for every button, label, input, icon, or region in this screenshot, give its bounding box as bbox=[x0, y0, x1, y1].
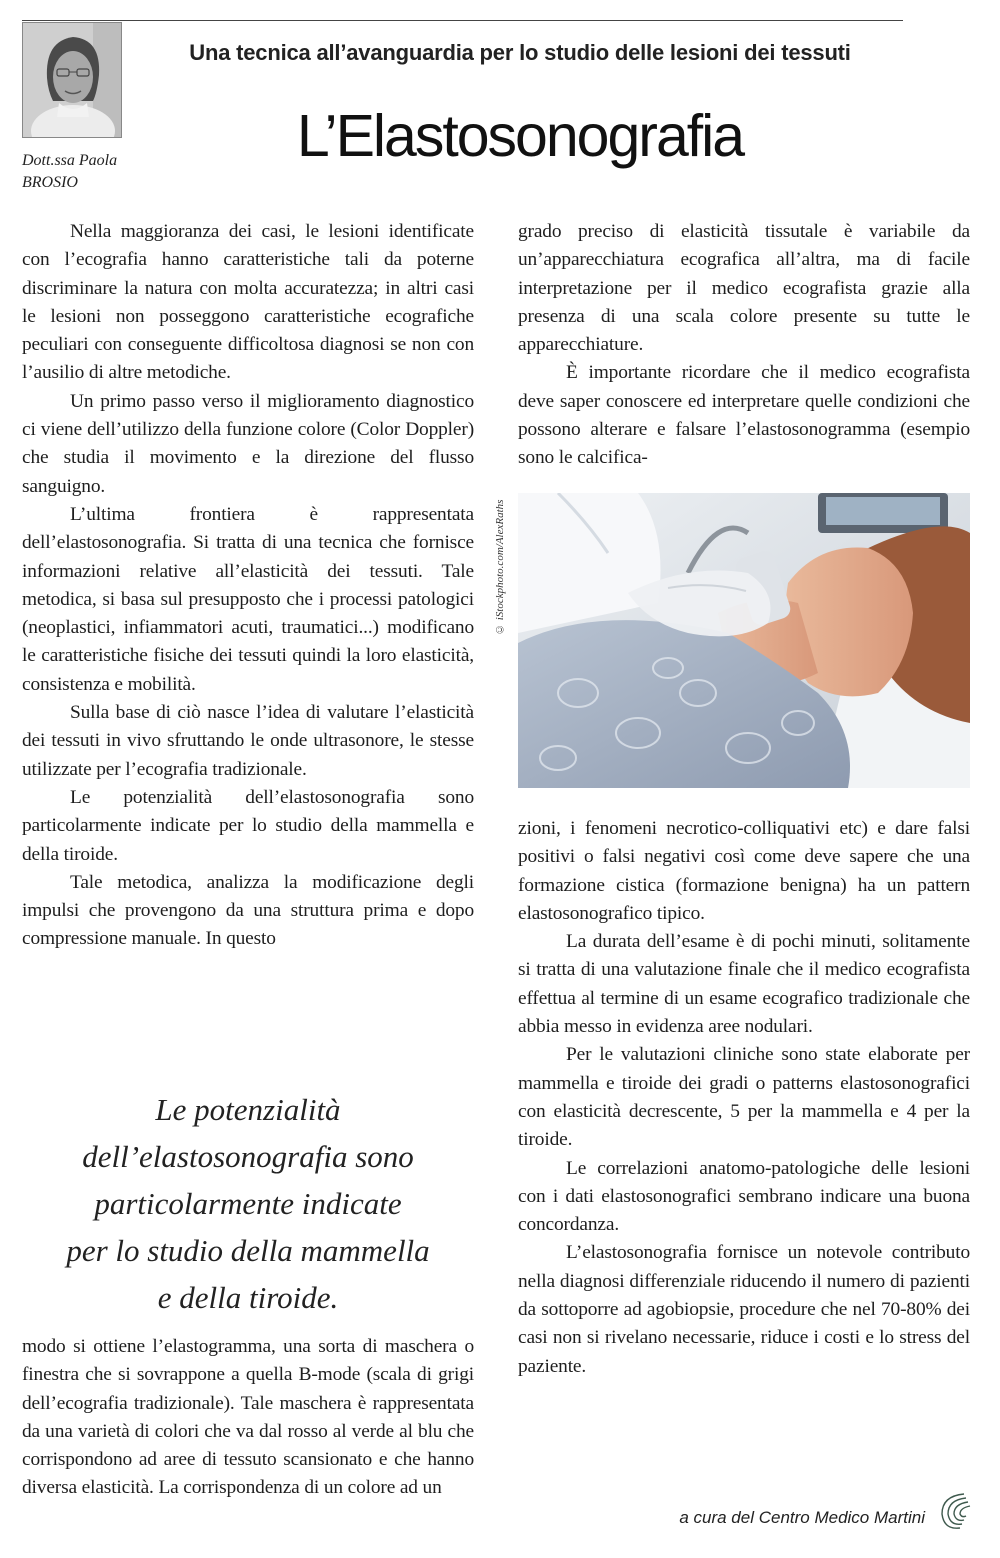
article-title: L’Elastosonografia bbox=[296, 103, 744, 169]
right-column-top bbox=[518, 218, 970, 473]
body-paragraph: Tale metodica, analizza la modificazione degli impulsi che provengono da una struttura prima e dopo compressione manuale. In questo bbox=[22, 871, 474, 950]
pull-quote-line: e della tiroide. bbox=[157, 1280, 339, 1315]
pull-quote-line: per lo studio della mammella bbox=[66, 1233, 430, 1268]
body-paragraph: modo si ottiene l’elastogramma, una sorta di maschera o finestra che si sovrappone a quella B-mode (scala di grigi dell’ecografia tradizionale). Tale maschera è rappresentata da una varietà di colori che va dal rosso al verde al blu che corrispondono ad aree di tessuto scansionato e che hanno diversa elasticità. La corrispondenza di un colore ad un bbox=[22, 1336, 474, 1499]
author-name bbox=[22, 150, 117, 194]
header-rule bbox=[22, 20, 903, 21]
author-line-2: BROSIO bbox=[22, 174, 78, 191]
body-paragraph: L’ultima frontiera è rappresentata dell’elastosonografia. Si tratta di una tecnica che fornisce informazioni relative all’elasticità dei tessuti. Tale metodica, si basa sul presupposto che i processi patologici (neoplastici, infiammatori acuti, traumatici...) modificano le caratteristiche fisiche dei tessuti quindi la loro elasticità, consistenza e mobilità. bbox=[22, 503, 474, 695]
body-paragraph: zioni, i fenomeni necrotico-colliquativi etc) e dare falsi positivi o falsi negativi così come deve sapere che una formazione cistica (formazione benigna) ha un pattern elastosonografico tipico. bbox=[518, 818, 970, 924]
body-paragraph: È importante ricordare che il medico ecografista deve saper conoscere ed interpretare quelle condizioni che possono alterare e falsare l’elastosonogramma (esempio sono le calcifica- bbox=[518, 362, 970, 469]
ultrasound-exam-photo bbox=[518, 493, 970, 788]
body-paragraph: Le potenzialità dell’elastosonografia sono particolarmente indicate per lo studio della mammella e della tiroide. bbox=[22, 786, 474, 865]
author-line-1: Dott.ssa Paola bbox=[22, 152, 118, 169]
kicker-headline: Una tecnica all’avanguardia per lo studio delle lesioni dei tessuti bbox=[189, 40, 851, 65]
body-paragraph: Le correlazioni anatomo-patologiche delle lesioni con i dati elastosonografici sembrano indicare una buona concordanza. bbox=[518, 1157, 970, 1236]
pull-quote-line: dell’elastosonografia sono bbox=[82, 1139, 414, 1174]
right-column-bottom bbox=[518, 815, 970, 1381]
author-photo bbox=[22, 22, 122, 138]
photo-credit: © iStockphoto.com/AlexRaths bbox=[494, 499, 506, 635]
body-paragraph: L’elastosonografia fornisce un notevole contributo nella diagnosi differenziale riducendo il numero di pazienti da sottoporre ad agobiopsie, procedure che nel 70-80% dei casi non si rivelano necessarie, riduce i costi e lo stress del paziente. bbox=[518, 1242, 970, 1377]
pull-quote-line: Le potenzialità bbox=[155, 1092, 341, 1127]
body-paragraph: Un primo passo verso il miglioramento diagnostico ci viene dell’utilizzo della funzione colore (Color Doppler) che studia il movimento e la direzione del flusso sanguigno. bbox=[22, 390, 474, 497]
body-paragraph: La durata dell’esame è di pochi minuti, solitamente si tratta di una valutazione finale che il medico ecografista effettua al termine di un esame ecografico tradizionale che abbia messo in evidenza aree nodulari. bbox=[518, 931, 970, 1038]
pull-quote-line: particolarmente indicate bbox=[94, 1186, 402, 1221]
spiral-logo-icon bbox=[934, 1488, 976, 1534]
body-paragraph: grado preciso di elasticità tissutale è variabile da un’apparecchiatura ecografica all’altra, ma di facile interpretazione per il medico ecografista grazie alla presenza di una scala colore presente su tutte le apparecchiature. bbox=[518, 221, 970, 356]
body-paragraph: Sulla base di ciò nasce l’idea di valutare l’elasticità dei tessuti in vivo sfruttando le onde ultrasonore, le stesse utilizzate per l’ecografia tradizionale. bbox=[22, 702, 474, 780]
left-column-body bbox=[22, 218, 474, 954]
pull-quote bbox=[22, 1086, 474, 1321]
body-paragraph: Nella maggioranza dei casi, le lesioni identificate con l’ecografia hanno caratteristiche tali da poterne discriminare la natura con molta accuratezza; in altri casi le lesioni non posseggono caratteristiche ecografiche peculiari con conseguente difficoltosa diagnosi se non con l’ausilio di altre metodiche. bbox=[22, 221, 474, 384]
footer-credit: a cura del Centro Medico Martini bbox=[679, 1508, 925, 1527]
body-paragraph: Per le valutazioni cliniche sono state elaborate per mammella e tiroide dei gradi o patterns elastosonografici con elasticità decrescente, 5 per la mammella e 4 per la tiroide. bbox=[518, 1044, 970, 1151]
left-column-continuation bbox=[22, 1333, 474, 1503]
